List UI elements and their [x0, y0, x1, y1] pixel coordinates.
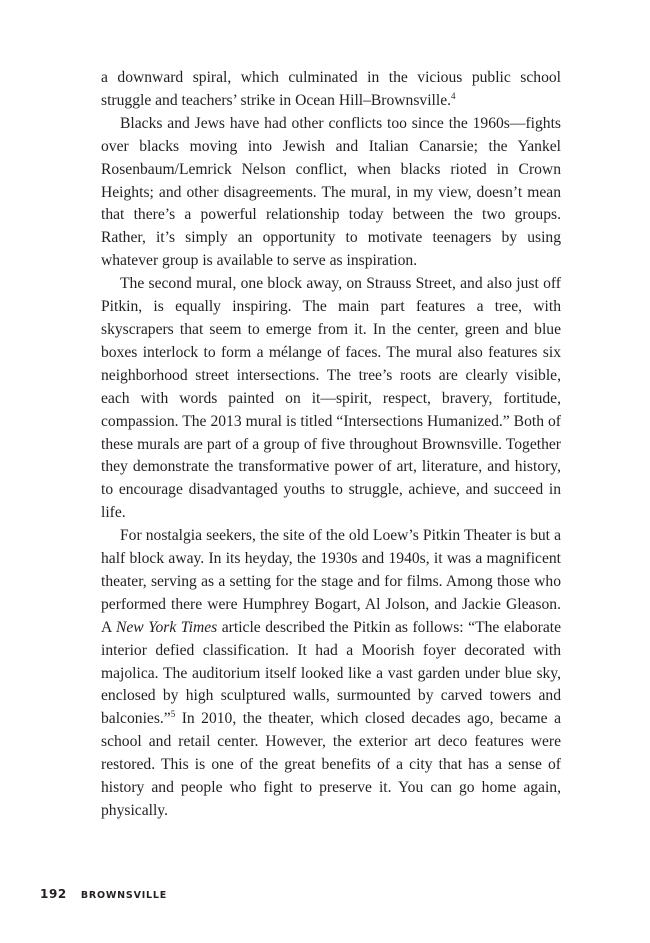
text-run: a downward spiral, which culminated in the vicious public school struggle and teachers’ strike in Ocean Hill–Brownsville.	[101, 69, 565, 109]
paragraph	[101, 113, 565, 273]
text-run: article described the Pitkin as follows: “The elaborate interior defied classification. It had a Moorish foyer decorated with majolica. The auditorium itself looked like a vast garden under blue sky, enclosed by high sculptured walls, surmounted by carved towers and balconies.”	[101, 618, 565, 728]
text-run: The second mural, one block away, on Strauss Street, and also just off Pitkin, is equally inspiring. The main part features a tree, with skyscrapers that seem to emerge from it. In the center, green and blue boxes interlock to form a mélange of faces. The mural also features six neighborhood street intersections. The tree’s roots are clearly visible, each with words painted on it—spirit, respect, bravery, fortitude, compassion. The 2013 mural is titled “Intersections Humanized.” Both of these murals are part of a group of five throughout Brownsville. Together they demonstrate the transformative power of art, literature, and history, to encourage disadvantaged youths to struggle, achieve, and succeed in life.	[101, 275, 565, 522]
running-head: BROWNSVILLE	[80, 890, 168, 901]
page-footer	[40, 883, 167, 902]
footnote-reference: 4	[451, 90, 456, 101]
text-run: For nostalgia seekers, the site of the old Loew’s Pitkin Theater is but a half block away. In its heyday, the 1930s and 1940s, it was a magnificent theater, serving as a setting for the stage and for films. Among those who performed there were Humphrey Bogart, Al Jolson, and Jackie Gleason. A	[101, 527, 565, 636]
paragraph	[101, 67, 565, 113]
text-run: In 2010, the theater, which closed decades ago, became a school and retail center. However, the exterior art deco features were restored. This is one of the great benefits of a city that has a sense of history and people who fight to preserve it. You can go home again, physically.	[101, 710, 565, 819]
text-run: Blacks and Jews have had other conflicts too since the 1960s—fights over blacks moving into Jewish and Italian Canarsie; the Yankel Rosenbaum/Lemrick Nelson conflict, when blacks rioted in Crown Heights; and other disagreements. The mural, in my view, doesn’t mean that there’s a powerful relationship today between the two groups. Rather, it’s simply an opportunity to motivate teenagers by using whatever group is available to serve as inspiration.	[101, 114, 565, 270]
page-number: 192	[40, 887, 67, 901]
body-text	[101, 67, 565, 823]
paragraph	[101, 525, 565, 823]
italic-title: New York Times	[115, 618, 218, 636]
footnote-reference: 5	[170, 709, 176, 720]
paragraph	[101, 273, 565, 525]
